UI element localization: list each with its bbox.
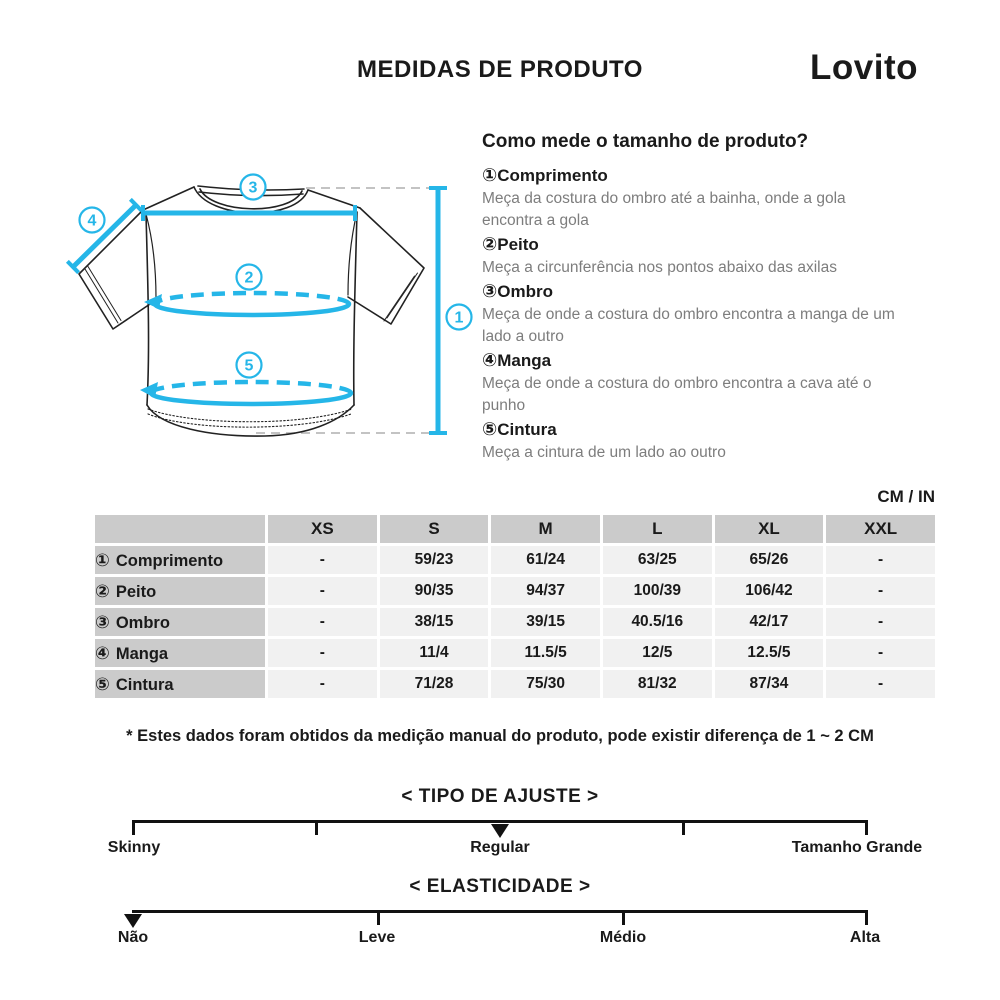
size-cell: 12/5 bbox=[603, 639, 712, 667]
size-table-header-row bbox=[95, 515, 935, 543]
fit-scale-marker bbox=[491, 824, 509, 838]
guide-heading: Como mede o tamanho de produto? bbox=[482, 131, 809, 152]
guide-item-label: Comprimento bbox=[497, 166, 608, 185]
size-cell: - bbox=[268, 639, 377, 667]
guide-item-number: ⑤ bbox=[482, 419, 498, 439]
guide-item bbox=[482, 279, 904, 348]
size-column-header: XXL bbox=[826, 515, 935, 543]
size-cell: - bbox=[268, 608, 377, 636]
size-column-header: L bbox=[603, 515, 712, 543]
elasticity-scale-marker bbox=[124, 914, 142, 928]
row-number: ② bbox=[95, 580, 110, 601]
table-row bbox=[95, 670, 935, 698]
size-cell: 65/26 bbox=[715, 546, 824, 574]
row-number: ④ bbox=[95, 642, 110, 663]
size-cell: 75/30 bbox=[491, 670, 600, 698]
guide-item-desc: Meça a cintura de um lado ao outro bbox=[482, 444, 726, 461]
scale-tick bbox=[132, 823, 135, 835]
size-cell: - bbox=[826, 670, 935, 698]
table-row bbox=[95, 546, 935, 574]
table-row bbox=[95, 577, 935, 605]
size-cell: - bbox=[826, 577, 935, 605]
row-label: Peito bbox=[115, 582, 157, 601]
size-table bbox=[92, 512, 938, 701]
row-label: Manga bbox=[115, 644, 169, 663]
badge-3: 3 bbox=[248, 179, 258, 197]
chest-measure-ellipse bbox=[155, 304, 349, 315]
badge-2: 2 bbox=[244, 269, 254, 287]
size-cell: - bbox=[826, 546, 935, 574]
guide-item bbox=[482, 417, 904, 464]
fit-label-skinny: Skinny bbox=[107, 839, 161, 856]
guide-item-label: Peito bbox=[497, 235, 539, 254]
size-cell: 59/23 bbox=[380, 546, 489, 574]
guide-item-number: ① bbox=[482, 165, 498, 185]
size-cell: 81/32 bbox=[603, 670, 712, 698]
size-column-header: XL bbox=[715, 515, 824, 543]
row-number: ⑤ bbox=[95, 673, 110, 694]
size-cell: 38/15 bbox=[380, 608, 489, 636]
row-label: Cintura bbox=[115, 675, 174, 694]
scale-tick bbox=[865, 823, 868, 835]
row-label: Ombro bbox=[115, 613, 170, 632]
brand-logo: Lovito bbox=[810, 48, 918, 87]
size-cell: 11.5/5 bbox=[491, 639, 600, 667]
badge-1: 1 bbox=[454, 309, 464, 327]
guide-item-desc: Meça de onde a costura do ombro encontra a cava até o punho bbox=[482, 375, 872, 414]
measure-guide bbox=[482, 131, 904, 464]
size-cell: - bbox=[268, 670, 377, 698]
scale-tick bbox=[377, 913, 380, 925]
fit-label-oversize: Tamanho Grande bbox=[791, 839, 923, 856]
row-number: ① bbox=[95, 549, 110, 570]
elasticity-scale-track bbox=[132, 910, 868, 927]
row-number: ③ bbox=[95, 611, 110, 632]
waist-measure-ellipse bbox=[151, 393, 351, 404]
size-cell: 11/4 bbox=[380, 639, 489, 667]
elasticity-scale-title: < ELASTICIDADE > bbox=[409, 876, 591, 897]
fit-scale-track bbox=[132, 820, 868, 837]
size-cell: 71/28 bbox=[380, 670, 489, 698]
guide-item bbox=[482, 163, 904, 232]
guide-item bbox=[482, 232, 904, 279]
corner-cell bbox=[95, 515, 265, 543]
scale-tick bbox=[622, 913, 625, 925]
scale-tick bbox=[682, 823, 685, 835]
size-cell: 87/34 bbox=[715, 670, 824, 698]
guide-item-desc: Meça da costura do ombro até a bainha, onde a gola encontra a gola bbox=[482, 190, 846, 229]
scale-tick bbox=[315, 823, 318, 835]
guide-item-label: Manga bbox=[497, 351, 552, 370]
size-cell: - bbox=[826, 608, 935, 636]
elasticity-label-medio: Médio bbox=[599, 929, 647, 946]
size-cell: - bbox=[268, 577, 377, 605]
measurement-markers bbox=[67, 188, 447, 433]
guide-item-label: Cintura bbox=[497, 420, 557, 439]
scale-tick bbox=[865, 913, 868, 925]
page-title: MEDIDAS DE PRODUTO bbox=[357, 56, 643, 83]
guide-item-number: ④ bbox=[482, 350, 498, 370]
size-cell: 39/15 bbox=[491, 608, 600, 636]
size-column-header: XS bbox=[268, 515, 377, 543]
badge-4: 4 bbox=[87, 212, 97, 230]
size-column-header: S bbox=[380, 515, 489, 543]
size-cell: 100/39 bbox=[603, 577, 712, 605]
size-cell: 90/35 bbox=[380, 577, 489, 605]
guide-item-label: Ombro bbox=[497, 282, 553, 301]
size-cell: 42/17 bbox=[715, 608, 824, 636]
measurement-disclaimer: * Estes dados foram obtidos da medição manual do produto, pode existir diferença de 1 ~ 2 CM bbox=[126, 727, 874, 745]
row-label: Comprimento bbox=[115, 551, 224, 570]
fit-label-regular: Regular bbox=[470, 839, 530, 856]
size-cell: 12.5/5 bbox=[715, 639, 824, 667]
size-cell: - bbox=[826, 639, 935, 667]
size-cell: 61/24 bbox=[491, 546, 600, 574]
guide-item-desc: Meça a circunferência nos pontos abaixo das axilas bbox=[482, 259, 837, 276]
size-cell: 40.5/16 bbox=[603, 608, 712, 636]
elasticity-label-alta: Alta bbox=[849, 929, 881, 946]
fit-scale-title: < TIPO DE AJUSTE > bbox=[401, 786, 599, 807]
table-row bbox=[95, 639, 935, 667]
measure-arrowheads bbox=[140, 294, 162, 398]
unit-label: CM / IN bbox=[877, 487, 935, 506]
size-cell: 63/25 bbox=[603, 546, 712, 574]
size-column-header: M bbox=[491, 515, 600, 543]
size-cell: 106/42 bbox=[715, 577, 824, 605]
elasticity-label-leve: Leve bbox=[358, 929, 396, 946]
guide-item-desc: Meça de onde a costura do ombro encontra a manga de um lado a outro bbox=[482, 306, 895, 345]
table-row bbox=[95, 608, 935, 636]
guide-item-number: ③ bbox=[482, 281, 498, 301]
guide-item bbox=[482, 348, 904, 417]
guide-item-number: ② bbox=[482, 234, 498, 254]
size-cell: - bbox=[268, 546, 377, 574]
size-cell: 94/37 bbox=[491, 577, 600, 605]
tshirt-measurement-diagram bbox=[60, 148, 480, 468]
badge-5: 5 bbox=[244, 357, 254, 375]
elasticity-label-nao: Não bbox=[117, 929, 149, 946]
tshirt-outline bbox=[79, 186, 424, 436]
